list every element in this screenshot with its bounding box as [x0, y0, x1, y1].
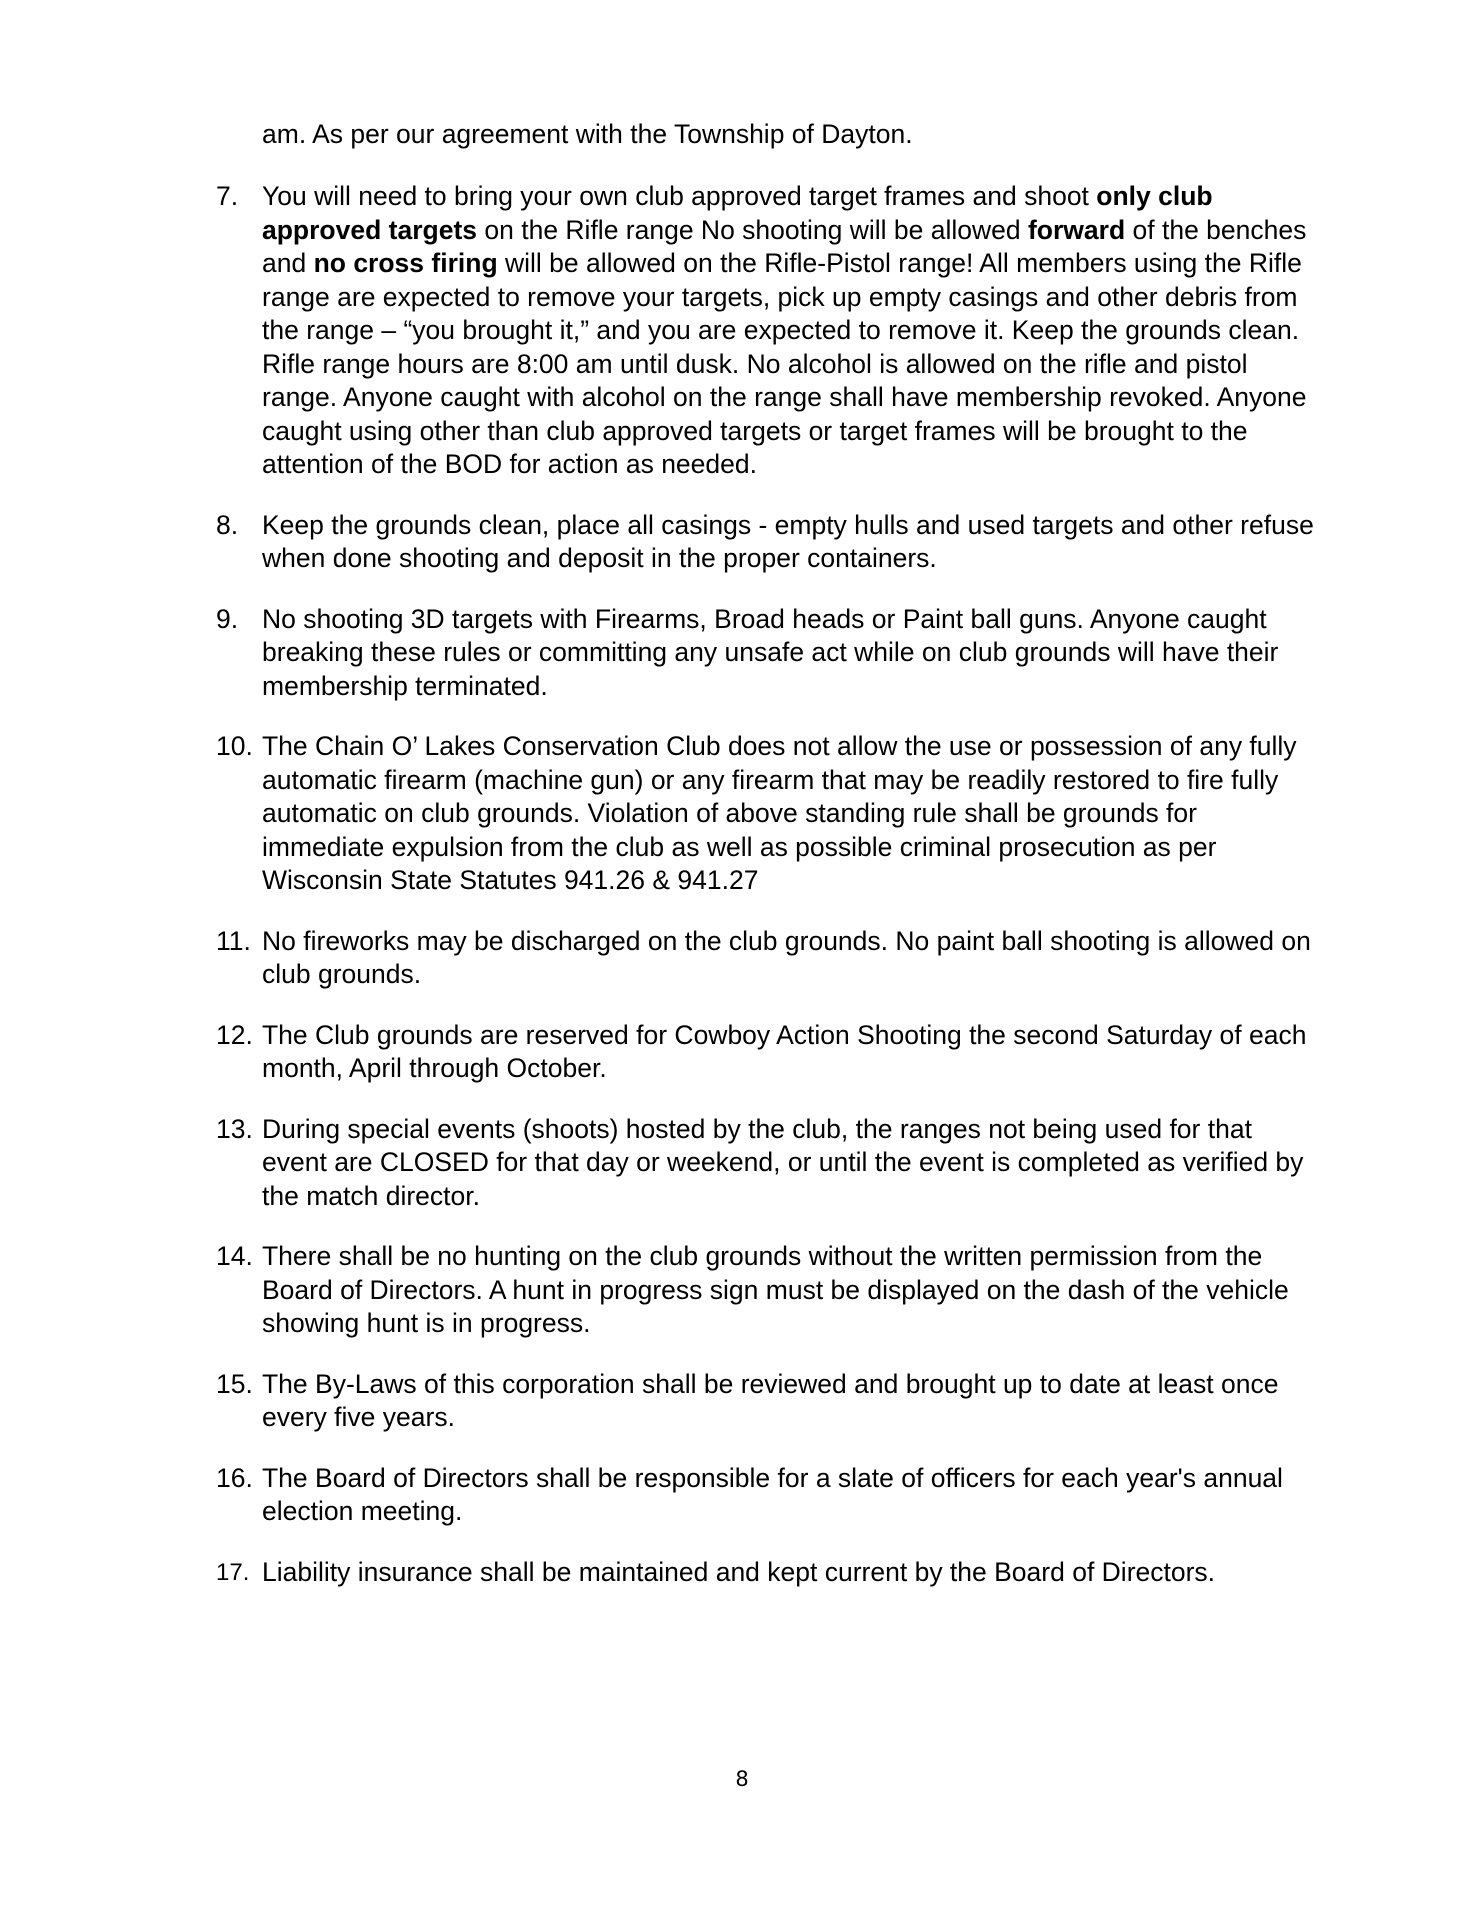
rule-text: [262, 1368, 1316, 1435]
rule-number: 11.: [216, 925, 251, 956]
rule-text: [262, 1113, 1316, 1214]
list-item: [216, 1240, 1316, 1341]
rule-text-segment: The By-Laws of this corporation shall be reviewed and brought up to date at least once every five years.: [262, 1368, 1279, 1432]
rule-number: 7.: [216, 181, 239, 211]
rule-number: 9.: [216, 603, 239, 634]
rule-number: 16.: [216, 1462, 253, 1493]
rule-text-emphasis: only club approved targets: [262, 181, 1213, 245]
rule-text-segment: Keep the grounds clean, place all casings - empty hulls and used targets and other refuse when done shooting and deposit in the proper containers.: [262, 509, 1314, 573]
rule-text-segment: The Club grounds are reserved for Cowboy Action Shooting the second Saturday of each month, April through October.: [262, 1019, 1307, 1083]
rule-text: [262, 509, 1316, 576]
list-item: [216, 1556, 1316, 1590]
rule-number: 15.: [216, 1368, 253, 1399]
rule-text-segment: The Chain O’ Lakes Conservation Club does not allow the use or possession of any fully automatic firearm (machine gun) or any firearm that may be readily restored to fire fully automatic on club grounds. Violation of above standing rule shall be grounds for immediate expulsion from the club as well as possible criminal prosecution as per Wisconsin State Statutes 941.26 & 941.27: [262, 731, 1297, 895]
rule-number: 14.: [216, 1241, 253, 1271]
list-item: [216, 1462, 1316, 1529]
list-item: [216, 180, 1316, 482]
rule-text-segment: During special events (shoots) hosted by the club, the ranges not being used for that event are CLOSED for that day or weekend, or until the event is completed as verified by the match director.: [262, 1113, 1304, 1211]
list-item: [216, 603, 1316, 704]
rule-text: [262, 1462, 1316, 1529]
rule-text: [262, 1019, 1316, 1086]
rule-text-segment: You will need to bring your own club approved target frames and shoot: [262, 181, 1097, 211]
rule-text: [262, 1556, 1316, 1590]
rule-text-segment: on the Rifle range No shooting will be allowed: [477, 214, 1028, 245]
rule-number: 10.: [216, 731, 253, 761]
rule-number: 13.: [216, 1113, 253, 1144]
rule-number: 12.: [216, 1019, 253, 1050]
rule-text-segment: Liability insurance shall be maintained and kept current by the Board of Directors.: [262, 1556, 1216, 1587]
rule-text: [262, 603, 1316, 704]
rule-text: [262, 925, 1316, 992]
page-number: 8: [735, 1767, 749, 1791]
rule-text-segment: No shooting 3D targets with Firearms, Broad heads or Paint ball guns. Anyone caught breaking these rules or committing any unsafe act while on club grounds will have their membership terminated.: [262, 603, 1279, 701]
list-item: [216, 1113, 1316, 1214]
rule-text-segment: There shall be no hunting on the club grounds without the written permission from the Board of Directors. A hunt in progress sign must be displayed on the dash of the vehicle showing hunt is in progress.: [262, 1241, 1289, 1338]
list-item: [216, 1368, 1316, 1435]
rule-text-emphasis: no cross firing: [313, 248, 498, 278]
rule-text-emphasis: forward: [1027, 214, 1126, 245]
rule-text: [262, 180, 1316, 482]
list-item: [216, 925, 1316, 992]
rule-text-segment: of the benches and: [262, 214, 1307, 278]
rule-text-segment: will be allowed on the Rifle-Pistol range! All members using the Rifle range are expected to remove your targets, pick up empty casings and other debris from the range – “you brought it,” and you are expected to remove it. Keep the grounds clean. Rifle range hours are 8:00 am until dusk. No alcohol is allowed on the rifle and pistol range. Anyone caught with alcohol on the range shall have membership revoked. Anyone caught using other than club approved targets or target frames will be brought to the attention of the BOD for action as needed.: [262, 248, 1307, 479]
rules-list: [216, 180, 1316, 1616]
rule-text: [262, 1240, 1316, 1341]
rule-number: 8.: [216, 509, 239, 540]
rule-number: 17.: [216, 1558, 250, 1586]
list-item: [216, 1019, 1316, 1086]
rule-text: [262, 730, 1316, 898]
rule-text-segment: No fireworks may be discharged on the club grounds. No paint ball shooting is allowed on club grounds.: [262, 925, 1311, 989]
rule-text-segment: The Board of Directors shall be responsible for a slate of officers for each year's annual election meeting.: [262, 1462, 1283, 1526]
list-item: [216, 509, 1316, 576]
continuation-text: am. As per our agreement with the Township of Dayton.: [262, 119, 913, 149]
list-item: [216, 730, 1316, 898]
